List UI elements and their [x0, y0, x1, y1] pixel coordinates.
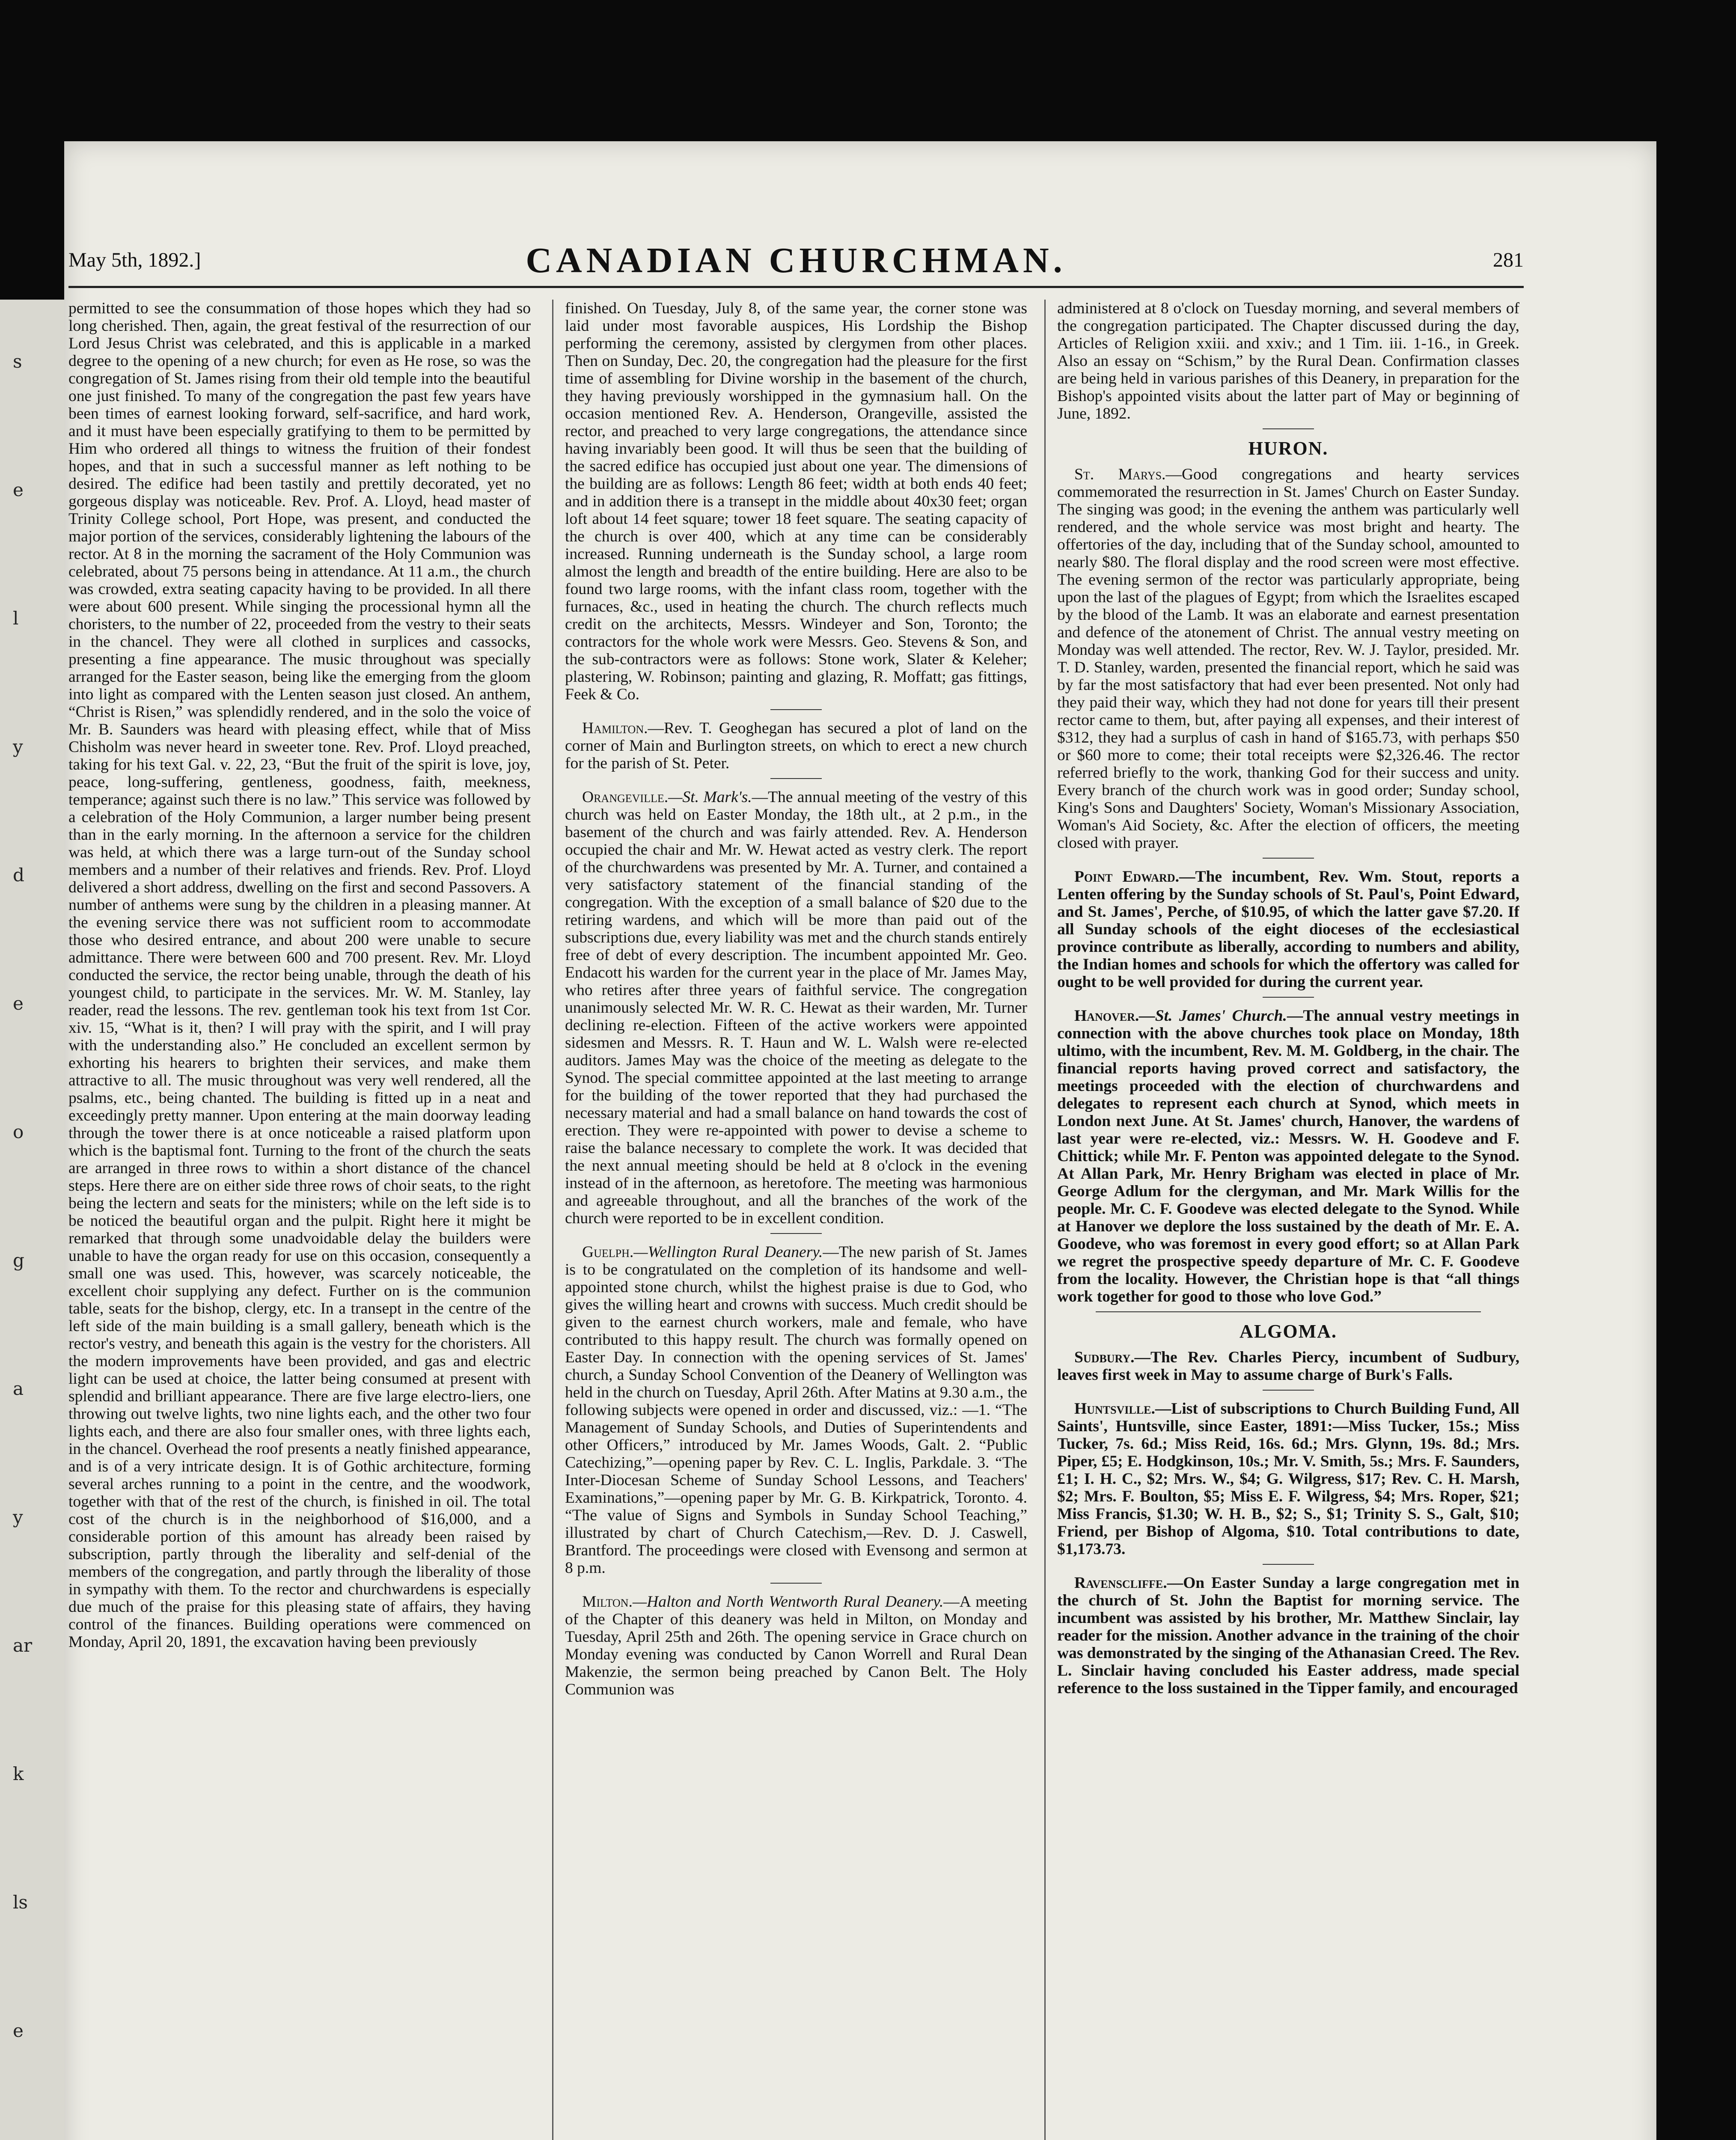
separator — [770, 709, 822, 710]
item-text: —The Rev. Charles Piercy, incumbent of Sudbury, leaves first week in May to assume charge of Burk's Falls. — [1057, 1349, 1519, 1384]
margin-fragment: e — [13, 479, 24, 500]
column-divider — [1044, 300, 1046, 2140]
article-text: administered at 8 o'clock on Tuesday morning, and several members of the congregation participated. The Chapter discussed during the day, Articles of Religion xxiii. and xxiv.; and 1 Tim. iii. 1-16., in Greek. Also an essay on “Schism,” by the Rural Dean. Confirmation classes are being held in various parishes of this Deanery, in preparation for the Bishop's appointed visits about the latter part of May or beginning of June, 1892. — [1057, 300, 1519, 422]
article-text: permitted to see the consummation of those hopes which they had so long cherished. Then, again, the great festival of the resurrection of our Lord Jesus Christ was celebrated, and this is applicable in a marked degree to the opening of a new church; for even as He rose, so was the congregation of St. James rising from their old temple into the beautiful one just finished. To many of the congregation the past few years have been times of earnest looking forward, self-sacrifice, and hard work, and it must have been especially gratifying to them to be permitted by Him who ordered all things to witness the fruition of their fondest hopes, and that in such a successful manner as left nothing to be desired. The edifice had been tastily and prettily decorated, yet no gorgeous display was noticeable. Rev. Prof. A. Lloyd, head master of Trinity College school, Port Hope, was present, and conducted the major portion of the services, considerably lightening the labours of the rector. At 8 in the morning the sacrament of the Holy Communion was celebrated, about 75 persons being in attendance. At 11 a.m., the church was crowded, extra seating capacity having to be provided. In all there were about 600 present. While singing the processional hymn all the choristers, to the number of 22, proceeded from the vestry to their seats in the chancel. They were all clothed in surplices and cassocks, presenting a fine appearance. The music throughout was specially arranged for the Easter season, being like the emerging from the gloom into light as compared with the Lenten season just closed. An anthem, “Christ is Risen,” was splendidly rendered, and in the solo the voice of Mr. B. Saunders was heard with pleasing effect, while that of Miss Chisholm was never heard in sweeter tone. Rev. Prof. Lloyd preached, taking for his text Gal. v. 22, 23, “But the fruit of the spirit is love, joy, peace, long-suffering, gentleness, goodness, faith, meekness, temperance; against such there is no law.” This service was followed by a celebration of the Holy Communion, a larger number being present than in the early morning. In the afternoon a service for the children was held, at which there was a large turn-out of the Sunday school members and a number of their relatives and friends. Rev. Prof. Lloyd delivered a short address, dwelling on the first and second Passovers. A number of anthems were sung by the children in a pleasing manner. At the evening service there was not sufficient room to accommodate those who desired entrance, and about 200 were unable to secure admittance. There were between 600 and 700 present. Rev. Mr. Lloyd conducted the service, the rector being unable, through the death of his youngest child, to participate in the services. Mr. W. M. Stanley, lay reader, read the lessons. The rev. gentleman took his text from 1st Cor. xiv. 15, “What is it, then? I will pray with the spirit, and I will pray with the understanding also.” He concluded an excellent sermon by exhorting his hearers to brighten their services, and make them attractive to all. The music throughout was very well rendered, all the psalms, etc., being chanted. The building is fitted up in a neat and exceedingly pretty manner. Upon entering at the main doorway leading through the tower there is at once noticeable a raised platform upon which is the baptismal font. Turning to the front of the church the seats are arranged in three rows to within a short distance of the chancel steps. Here there are on either side three rows of choir seats, to the right being the lectern and seats for the ministers; while on the left side is to be noticed the beautiful organ and the pulpit. Right here it might be remarked that through some unadvoidable delay the builders were unable to have the organ ready for use on this occasion, consequently a small one was used. This, however, was scarcely noticeable, the excellent choir supplying any defect. Further on is the communion table, seats for the bishop, clergy, etc. In a transept in the centre of the left side of the main building is a small gallery, beneath which is the rector's vestry, and beneath this again is the vestry for the choristers. All the modern improvements have been provided, and gas and electric light can be used at choice, the latter being consumed at present with splendid and brilliant appearance. There are five large electro-liers, one throwing out twelve lights, two nine lights each, and the other two four lights each, and there are also four smaller ones, with three lights each, in the chancel. Overhead the roof presents a neatly finished appearance, and is of a very intricate design. It is of Gothic architecture, forming several arches running to a point in the centre, and the woodwork, together with that of the rest of the church, is finished in oil. The total cost of the church is in the neighborhood of $16,000, and a considerable portion of this amount has already been raised by subscription, partly through the liberality and self-denial of the members of the congregation, and partly through the liberality of those in sympathy with them. To the rector and churchwardens is especially due much of the praise for this pleasing state of affairs, they having control of the finances. Building operations were commenced on Monday, April 20, 1891, the excavation having been previously — [68, 300, 531, 1651]
margin-fragment: ls — [13, 1892, 28, 1913]
item-place: Hanover. — [1074, 1007, 1139, 1025]
news-item-ravenscliffe — [1057, 1574, 1519, 1697]
news-item-guelph — [565, 1243, 1027, 1577]
separator — [770, 778, 822, 779]
separator — [770, 1233, 822, 1234]
margin-fragment: o — [13, 1121, 24, 1142]
item-subtitle: —St. James' Church. — [1139, 1007, 1287, 1025]
news-item-orangeville — [565, 788, 1027, 1227]
item-text: —The annual vestry meetings in connection with the above churches took place on Monday, 18th ultimo, with the incumbent, Rev. M. M. Goldberg, in the chair. The financial reports having proved correct and satisfactory, the meetings proceeded with the election of churchwardens and delegates to represent each church at Synod, which meets in London next June. At St. James' church, Hanover, the wardens of last year were re-elected, viz.: Messrs. W. H. Goodeve and F. Chittick; while Mr. F. Penton was appointed delegate to the Synod. At Allan Park, Mr. Henry Brigham was elected in place of Mr. George Adlum for the clergyman, and Mr. Mark Willis for the people. Mr. C. F. Goodeve was elected delegate to the Synod. While at Hanover we deplore the loss sustained by the death of Mr. E. A. Goodeve, who was foremost in every good effort; so at Allan Park we regret the prospective speedy departure of Mr. C. F. Goodeve from the locality. However, the Christian hope is that “all things work together for good to those who love God.” — [1057, 1007, 1519, 1305]
margin-fragment: s — [13, 351, 22, 372]
item-place: Hamilton. — [582, 719, 648, 737]
item-text: —The annual meeting of the vestry of this church was held on Easter Monday, the 18th ult., at 2 p.m., in the basement of the church and was fairly attended. Rev. A. Henderson occupied the chair and Mr. W. Hewat acted as vestry clerk. The report of the churchwardens was presented by Mr. A. Turner, and contained a very satisfactory statement of the financial standing of the congregation. With the exception of a small balance of $20 due to the retiring wardens, and which will be more than paid out of the subscriptions due, every liability was met and the church stands entirely free of debt of every description. The incumbent appointed Mr. Geo. Endacott his warden for the current year in the place of Mr. James May, who retires after three years of faithful service. The congregation unanimously selected Mr. W. R. C. Hewat as their warden, Mr. Turner declining re-election. Fifteen of the active workers were appointed sidesmen and Messrs. R. T. Haun and W. L. Walsh were re-elected auditors. James May was the choice of the meeting as delegate to the Synod. The special committee appointed at the last meeting to arrange for the building of the tower reported that they had purchased the necessary material and had a small balance on hand towards the cost of erection. They were re-appointed with power to devise a scheme to raise the balance necessary to complete the work. It was decided that the next annual meeting should be held at 8 o'clock in the evening instead of in the afternoon, as heretofore. The meeting was harmonious and agreeable throughout, and all the branches of the work of the church were reported to be in excellent condition. — [565, 788, 1027, 1227]
item-place: Ravenscliffe. — [1074, 1574, 1167, 1592]
margin-fragment: a — [13, 1378, 24, 1399]
separator — [1263, 428, 1314, 429]
column-2 — [565, 300, 1027, 2140]
separator — [1263, 1390, 1314, 1391]
news-item-sudbury — [1057, 1349, 1519, 1384]
item-text: —Good congregations and hearty services commemorated the resurrection in St. James' Church on Easter Sunday. The singing was good; in the evening the anthem was particularly well rendered, and the whole service was most bright and hearty. The offertories of the day, including that of the Sunday school, amounted to nearly $80. The floral display and the rood screen were most effective. The evening sermon of the rector was particularly appropriate, being upon the last of the plagues of Egypt; from which the Israelites escaped by the blood of the Lamb. It was an elaborate and earnest presentation and defence of the atonement of Christ. The annual vestry meeting on Monday was well attended. The rector, Rev. W. J. Taylor, presided. Mr. T. D. Stanley, warden, presented the financial report, which he said was by far the most satisfactory that had ever been presented. Not only had they paid their way, which they had not done for years till their present rector came to them, but, after paying all expenses, and their interest of $312, they had a surplus of cash in hand of $165.73, with perhaps $50 or $60 more to come; their total receipts were $2,326.46. The rector referred briefly to the work, thanking God for their success and unity. Every branch of the church work was in good order; Sunday school, King's Sons and Daughters' Society, Woman's Missionary Association, Woman's Aid Society, &c. After the election of officers, the meeting closed with prayer. — [1057, 466, 1519, 852]
item-subtitle: —Wellington Rural Deanery. — [633, 1243, 823, 1261]
separator — [1263, 997, 1314, 998]
item-subtitle: —Halton and North Wentworth Rural Deanery. — [632, 1593, 944, 1611]
section-heading-algoma: ALGOMA. — [1240, 1321, 1337, 1342]
item-text: —The new parish of St. James is to be congratulated on the completion of its handsome and well-appointed stone church, whilst the highest praise is due to God, who gives the willing heart and crowns with success. Much credit should be given to the earnest church workers, male and female, who have contributed to this happy result. The church was formally opened on Easter Day. In connection with the opening services of St. James' church, a Sunday School Convention of the Deanery of Wellington was held in the church on Tuesday, April 26th. After Matins at 9.30 a.m., the following subjects were opened in order and discussed, viz.: —1. “The Management of Sunday Schools, and Duties of Superintendents and other Officers,” introduced by Mr. James Woods, Galt. 2. “Public Catechizing,”—opening paper by Rev. C. L. Inglis, Parkdale. 3. “The Inter-Diocesan Scheme of Sunday School Lessons, and Teachers' Examinations,”—opening paper by Mr. G. B. Kirkpatrick, Toronto. 4. “The value of Signs and Symbols in Sunday School Teaching,” illustrated by chart of Church Catechism,—Rev. D. J. Caswell, Brantford. The proceedings were closed with Evensong and sermon at 8 p.m. — [565, 1243, 1027, 1577]
column-3 — [1057, 300, 1519, 2140]
news-item-hanover — [1057, 1007, 1519, 1305]
page-header — [68, 240, 1524, 278]
item-place: Sudbury. — [1074, 1349, 1135, 1366]
news-item-point-edward — [1057, 868, 1519, 991]
item-text: —The incumbent, Rev. Wm. Stout, reports a Lenten offering by the Sunday schools of St. Paul's, Point Edward, and St. James', Perche, of $10.95, of which the latter gave $7.20. If all Sunday schools of the eight dioceses of the ecclesiastical province contribute as liberally, according to numbers and ability, the Indian homes and schools for which the offertory was called for ought to be well provided for during the current year. — [1057, 868, 1519, 991]
item-place: St. Marys. — [1074, 466, 1166, 483]
margin-fragment: ar — [13, 1635, 33, 1656]
item-text: —Rev. T. Geoghegan has secured a plot of land on the corner of Main and Burlington streets, on which to erect a new church for the parish of St. Peter. — [565, 719, 1027, 772]
item-text: —A meeting of the Chapter of this deanery was held in Milton, on Monday and Tuesday, April 25th and 26th. The opening service in Grace church on Monday evening was conducted by Canon Worrell and Rural Dean Makenzie, the sermon being preached by Canon Belt. The Holy Communion was — [565, 1593, 1027, 1698]
margin-fragment: l — [13, 608, 19, 629]
section-heading-huron: HURON. — [1248, 438, 1329, 459]
margin-fragment: d — [13, 865, 24, 886]
adjacent-page-strip — [0, 300, 64, 2140]
item-place: Huntsville. — [1074, 1400, 1155, 1418]
page-number: 281 — [1493, 249, 1524, 271]
news-item-st-marys — [1057, 466, 1519, 852]
item-text: —On Easter Sunday a large congregation met in the church of St. John the Baptist for morning service. The incumbent was assisted by his brother, Mr. Matthew Sinclair, lay reader for the mission. Another advance in the training of the choir was demonstrated by the singing of the Athanasian Creed. The Rev. L. Sinclair having concluded his Easter address, made special reference to the loss sustained in the Tipper family, and encouraged — [1057, 1574, 1519, 1697]
margin-fragment: y — [13, 736, 23, 757]
margin-fragment: k — [13, 1763, 24, 1784]
separator — [1263, 1564, 1314, 1565]
header-date: May 5th, 1892.] — [68, 249, 201, 271]
item-place: Point Edward. — [1074, 868, 1179, 886]
item-place: Guelph. — [582, 1243, 634, 1261]
masthead-title: CANADIAN CHURCHMAN. — [526, 241, 1067, 280]
margin-fragment: g — [13, 1250, 24, 1271]
column-1 — [68, 300, 531, 2140]
margin-fragment: e — [13, 2020, 24, 2041]
separator — [1263, 858, 1314, 859]
margin-fragment: e — [13, 993, 24, 1014]
item-place: Orangeville. — [582, 788, 669, 806]
header-rule — [68, 286, 1524, 288]
separator — [770, 1583, 822, 1584]
news-item-hamilton — [565, 719, 1027, 772]
item-text: —List of subscriptions to Church Building Fund, All Saints', Huntsville, since Easter, 1891:—Miss Tucker, 15s.; Miss Tucker, 7s. 6d.; Miss Reid, 16s. 6d.; Mrs. Glynn, 19s. 8d.; Mrs. Piper, £5; E. Hodgkinson, 10s.; Mr. V. Smith, 5s.; Mrs. F. Saunders, £1; I. H. C., $2; Mrs. W., $4; G. Wilgress, $17; Rev. C. H. Marsh, $2; Mrs. F. Boulton, $5; Miss E. F. Wilgress, $4; Mrs. Roper, $21; Miss Francis, $1.30; W. H. B., $2; S., $1; Trinity S. S., Galt, $10; Friend, per Bishop of Algoma, $10. Total contributions to date, $1,173.73. — [1057, 1400, 1519, 1558]
news-item-huntsville — [1057, 1400, 1519, 1558]
item-subtitle: —St. Mark's. — [668, 788, 752, 806]
news-item-milton — [565, 1593, 1027, 1698]
article-text: finished. On Tuesday, July 8, of the same year, the corner stone was laid under most favorable auspices, His Lordship the Bishop performing the ceremony, assisted by clergymen from other places. Then on Sunday, Dec. 20, the congregation had the pleasure for the first time of assembling for Divine worship in the basement of the church, they having previously worshipped in the gymnasium hall. On the occasion mentioned Rev. A. Henderson, Orangeville, assisted the rector, and preached to very large congregations, the attendance since having invariably been good. It will thus be seen that the building of the sacred edifice has occupied just about one year. The dimensions of the building are as follows: Length 86 feet; width at both ends 40 feet; and in addition there is a transept in the middle about 40x30 feet; organ loft about 14 feet square; tower 18 feet square. The seating capacity of the church is over 400, which at any time can be considerably increased. Running underneath is the Sunday school, a large room almost the length and breadth of the entire building. Here are also to be found two large rooms, with the infant class room, together with the furnaces, &c., used in heating the church. The church reflects much credit on the architects, Messrs. Windeyer and Son, Toronto; the contractors for the whole work were Messrs. Geo. Stevens & Son, and the sub-contractors were as follows: Stone work, Slater & Keleher; plastering, W. Robinson; painting and glazing, R. Moffatt; gas fittings, Feek & Co. — [565, 300, 1027, 703]
item-place: Milton. — [582, 1593, 633, 1611]
column-divider — [552, 300, 553, 2140]
separator — [1096, 1311, 1481, 1312]
margin-fragment: y — [13, 1507, 23, 1528]
